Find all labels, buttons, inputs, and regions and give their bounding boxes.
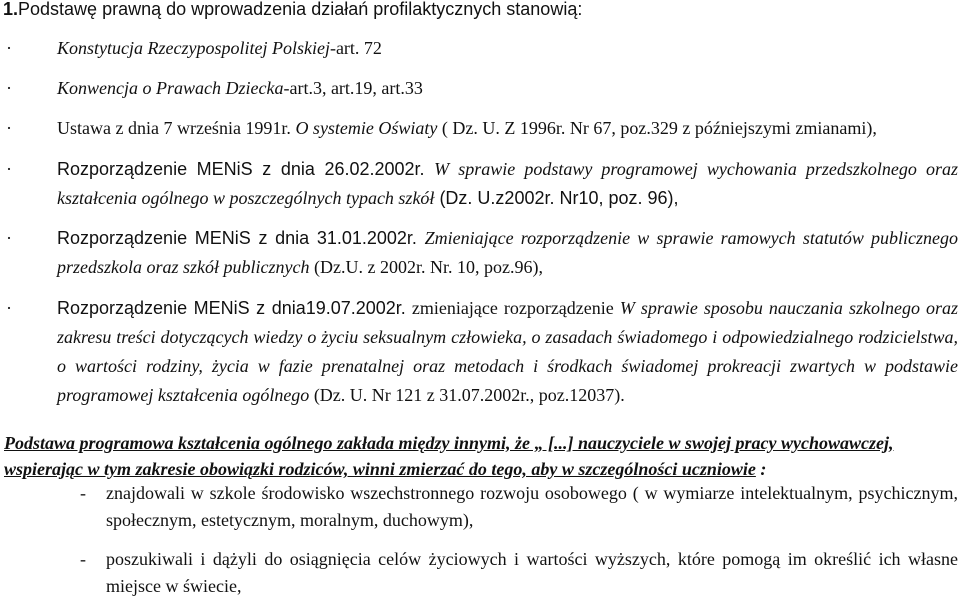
regulation-date: Rozporządzenie MENiS z dnia19.07.2002r. <box>57 298 406 318</box>
regulation-note: zmieniające rozporządzenie <box>405 298 620 318</box>
bullet: · <box>6 38 12 58</box>
bullet: · <box>6 118 12 138</box>
regulation-title: W sprawie podstawy programowej wychowania przedszkolnego oraz kształcenia ogólnego w poszczególnych typach szkół <box>57 159 959 208</box>
list-item-constitution <box>6 34 958 63</box>
list-item-education-act <box>6 114 958 143</box>
legal-act-title: Konwencja o Prawach Dziecka <box>57 78 284 98</box>
dash-item-text: znajdowali w szkole środowisko wszechstronnego rozwoju osobowego ( w wymiarze intelektualnym, psychicznym, społecznym, estetycznym, moralnym, duchowym), <box>106 483 958 530</box>
regulation-ref: (Dz. U. Nr 121 z 31.07.2002r., poz.12037). <box>309 385 625 405</box>
section-number: 1. <box>3 0 19 19</box>
dash-mark: - <box>80 549 86 569</box>
legal-act-title: Konstytucja Rzeczypospolitej Polskiej <box>57 38 330 58</box>
list-item-regulation-statutes <box>6 224 958 282</box>
curriculum-quote: Podstawa programowa kształcenia ogólnego zakłada między innymi, że „ [...] nauczyciele w swojej pracy wychowawczej, wspierając w tym zakresie obowiązki rodziców, winni zmierzać do tego, aby w szczególności uczniowie <box>4 433 894 479</box>
legal-act-ref: ( Dz. U. Z 1996r. Nr 67, poz.329 z późniejszymi zmianami), <box>437 118 877 138</box>
list-item-regulation-teaching <box>6 294 958 410</box>
bullet: · <box>6 298 12 318</box>
legal-act-ref: -art.3, art.19, art.33 <box>283 78 423 98</box>
regulation-date: Rozporządzenie MENiS z dnia 26.02.2002r. <box>57 159 435 179</box>
curriculum-quote-end: : <box>755 459 767 479</box>
regulation-ref: (Dz. U.z2002r. Nr10, poz. 96), <box>434 188 679 208</box>
regulation-ref: (Dz.U. z 2002r. Nr. 10, poz.96), <box>309 257 543 277</box>
list-item-regulation-curriculum <box>6 155 958 213</box>
legal-act-date: Ustawa z dnia 7 września 1991r. <box>57 118 296 138</box>
section-heading <box>3 0 582 20</box>
legal-act-ref: -art. 72 <box>329 38 382 58</box>
regulation-title: W sprawie sposobu nauczania szkolnego oraz zakresu treści dotyczących wiedzy o życiu seksualnym człowieka, o zasadach świadomego i odpowiedzialnego rodzicielstwa, o wartości rodziny, życia w fazie prenatalnej oraz metodach i środkach świadomej prokreacji zwartych w podstawie programowej kształcenia ogólnego <box>57 298 958 405</box>
dash-item-text: poszukiwali i dążyli do osiągnięcia celów życiowych i wartości wyższych, które pomogą im określić ich własne miejsce w świecie, <box>106 549 958 596</box>
bullet: · <box>6 78 12 98</box>
legal-act-title: O systemie Oświaty <box>295 118 438 138</box>
regulation-title: Zmieniające rozporządzenie w sprawie ramowych statutów publicznego przedszkola oraz szkół publicznych <box>57 228 958 277</box>
section-heading-text: Podstawę prawną do wprowadzenia działań profilaktycznych stanowią: <box>18 0 583 19</box>
dash-item-development <box>80 480 958 534</box>
bullet: · <box>6 159 12 179</box>
bullet: · <box>6 228 12 248</box>
list-item-convention <box>6 74 958 103</box>
dash-mark: - <box>80 483 86 503</box>
curriculum-paragraph <box>4 430 959 482</box>
dash-item-goals <box>80 546 958 600</box>
regulation-date: Rozporządzenie MENiS z dnia 31.01.2002r. <box>57 228 425 248</box>
